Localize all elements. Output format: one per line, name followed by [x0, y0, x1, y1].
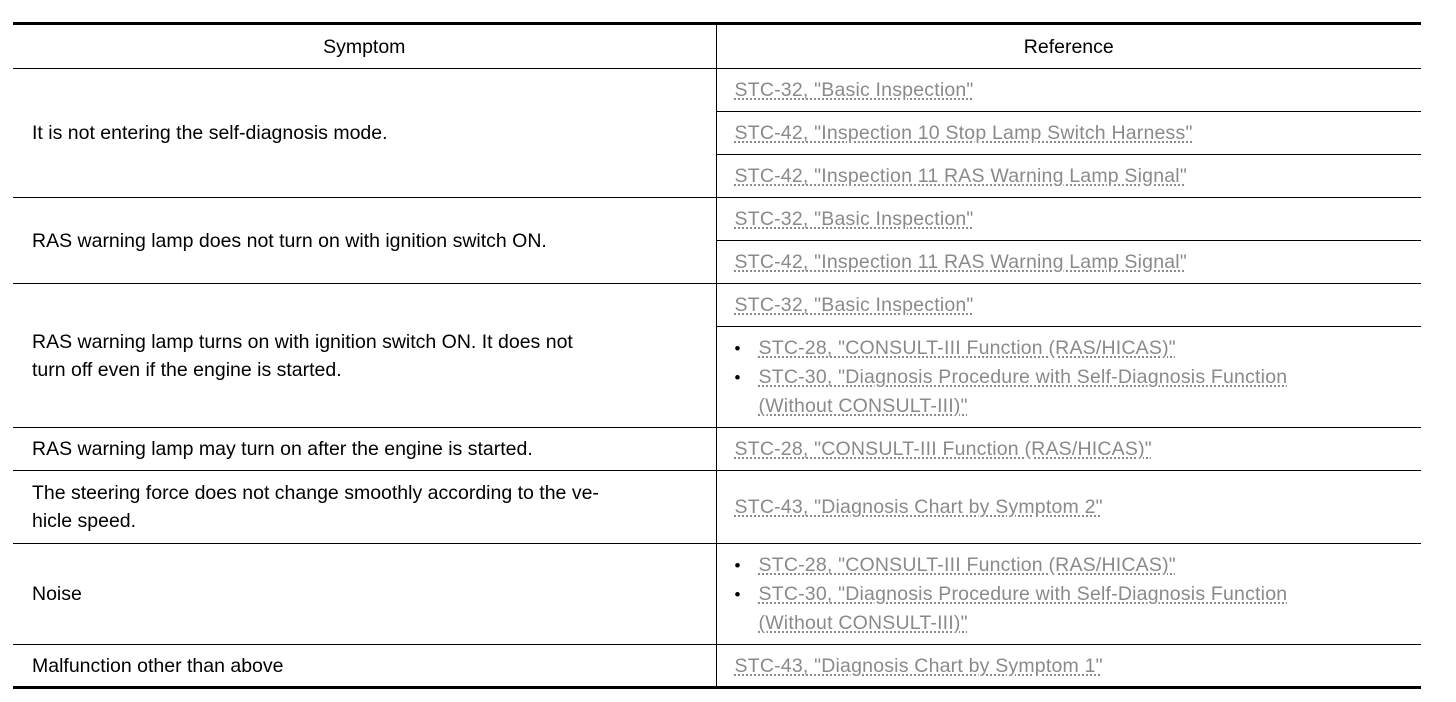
- symptom-text-line: hicle speed.: [32, 510, 137, 532]
- bullet-icon: •: [734, 584, 741, 604]
- reference-cell: [716, 284, 1421, 327]
- reference-bullet-list: [735, 551, 1414, 638]
- symptom-cell: It is not entering the self-diagnosis mode.: [13, 69, 716, 198]
- table-row: [13, 645, 1421, 688]
- reference-link[interactable]: STC-43, "Diagnosis Chart by Symptom 1": [734, 654, 1103, 677]
- bullet-icon: •: [734, 367, 741, 387]
- table-header-row: [13, 24, 1421, 69]
- list-item: [735, 580, 1414, 638]
- reference-cell: [716, 645, 1421, 688]
- symptom-cell: RAS warning lamp does not turn on with ignition switch ON.: [13, 198, 716, 284]
- reference-link[interactable]: STC-32, "Basic Inspection": [734, 79, 974, 101]
- reference-link[interactable]: STC-42, "Inspection 11 RAS Warning Lamp Signal": [734, 165, 1187, 187]
- reference-cell: [716, 544, 1421, 645]
- table-row: [13, 284, 1421, 327]
- reference-column-header: Reference: [716, 24, 1421, 69]
- reference-cell: [716, 112, 1421, 155]
- symptom-column-header: Symptom: [13, 24, 716, 69]
- reference-link[interactable]: STC-42, "Inspection 11 RAS Warning Lamp Signal": [734, 251, 1187, 273]
- symptom-text-line: turn off even if the engine is started.: [32, 358, 342, 381]
- reference-cell: [716, 471, 1421, 544]
- table-row: [13, 471, 1421, 544]
- list-item: [735, 363, 1414, 421]
- reference-link[interactable]: STC-43, "Diagnosis Chart by Symptom 2": [734, 496, 1103, 518]
- list-item: [735, 551, 1414, 580]
- reference-cell: [716, 198, 1421, 241]
- table-row: [13, 69, 1421, 112]
- reference-link[interactable]: STC-32, "Basic Inspection": [734, 294, 974, 316]
- reference-cell: [716, 327, 1421, 428]
- reference-link-continuation[interactable]: (Without CONSULT-III)": [758, 394, 968, 417]
- reference-link[interactable]: STC-28, "CONSULT-III Function (RAS/HICAS)": [734, 438, 1152, 460]
- symptom-text-line: RAS warning lamp turns on with ignition switch ON. It does not: [32, 330, 573, 353]
- table-row: [13, 198, 1421, 241]
- symptom-text-line: The steering force does not change smoothly according to the ve-: [32, 482, 599, 504]
- symptom-cell: [13, 284, 716, 428]
- reference-link[interactable]: STC-30, "Diagnosis Procedure with Self-Diagnosis Function: [758, 582, 1288, 605]
- reference-cell: [716, 155, 1421, 198]
- reference-cell: [716, 428, 1421, 471]
- list-item: [735, 334, 1414, 363]
- bullet-icon: •: [734, 555, 741, 575]
- reference-link[interactable]: STC-42, "Inspection 10 Stop Lamp Switch Harness": [734, 122, 1193, 144]
- symptom-cell: Noise: [13, 544, 716, 645]
- symptom-cell: [13, 471, 716, 544]
- reference-link[interactable]: STC-28, "CONSULT-III Function (RAS/HICAS)": [758, 336, 1176, 359]
- symptom-reference-table: [13, 22, 1421, 689]
- symptom-cell: Malfunction other than above: [13, 645, 716, 688]
- reference-bullet-list: [735, 334, 1414, 421]
- symptom-cell: RAS warning lamp may turn on after the engine is started.: [13, 428, 716, 471]
- reference-link[interactable]: STC-32, "Basic Inspection": [734, 208, 974, 230]
- reference-link[interactable]: STC-28, "CONSULT-III Function (RAS/HICAS)": [758, 553, 1176, 576]
- bullet-icon: •: [734, 338, 741, 358]
- table-row: [13, 428, 1421, 471]
- reference-cell: [716, 241, 1421, 284]
- reference-link-continuation[interactable]: (Without CONSULT-III)": [758, 611, 968, 634]
- table-row: [13, 544, 1421, 645]
- reference-cell: [716, 69, 1421, 112]
- reference-link[interactable]: STC-30, "Diagnosis Procedure with Self-Diagnosis Function: [758, 365, 1288, 388]
